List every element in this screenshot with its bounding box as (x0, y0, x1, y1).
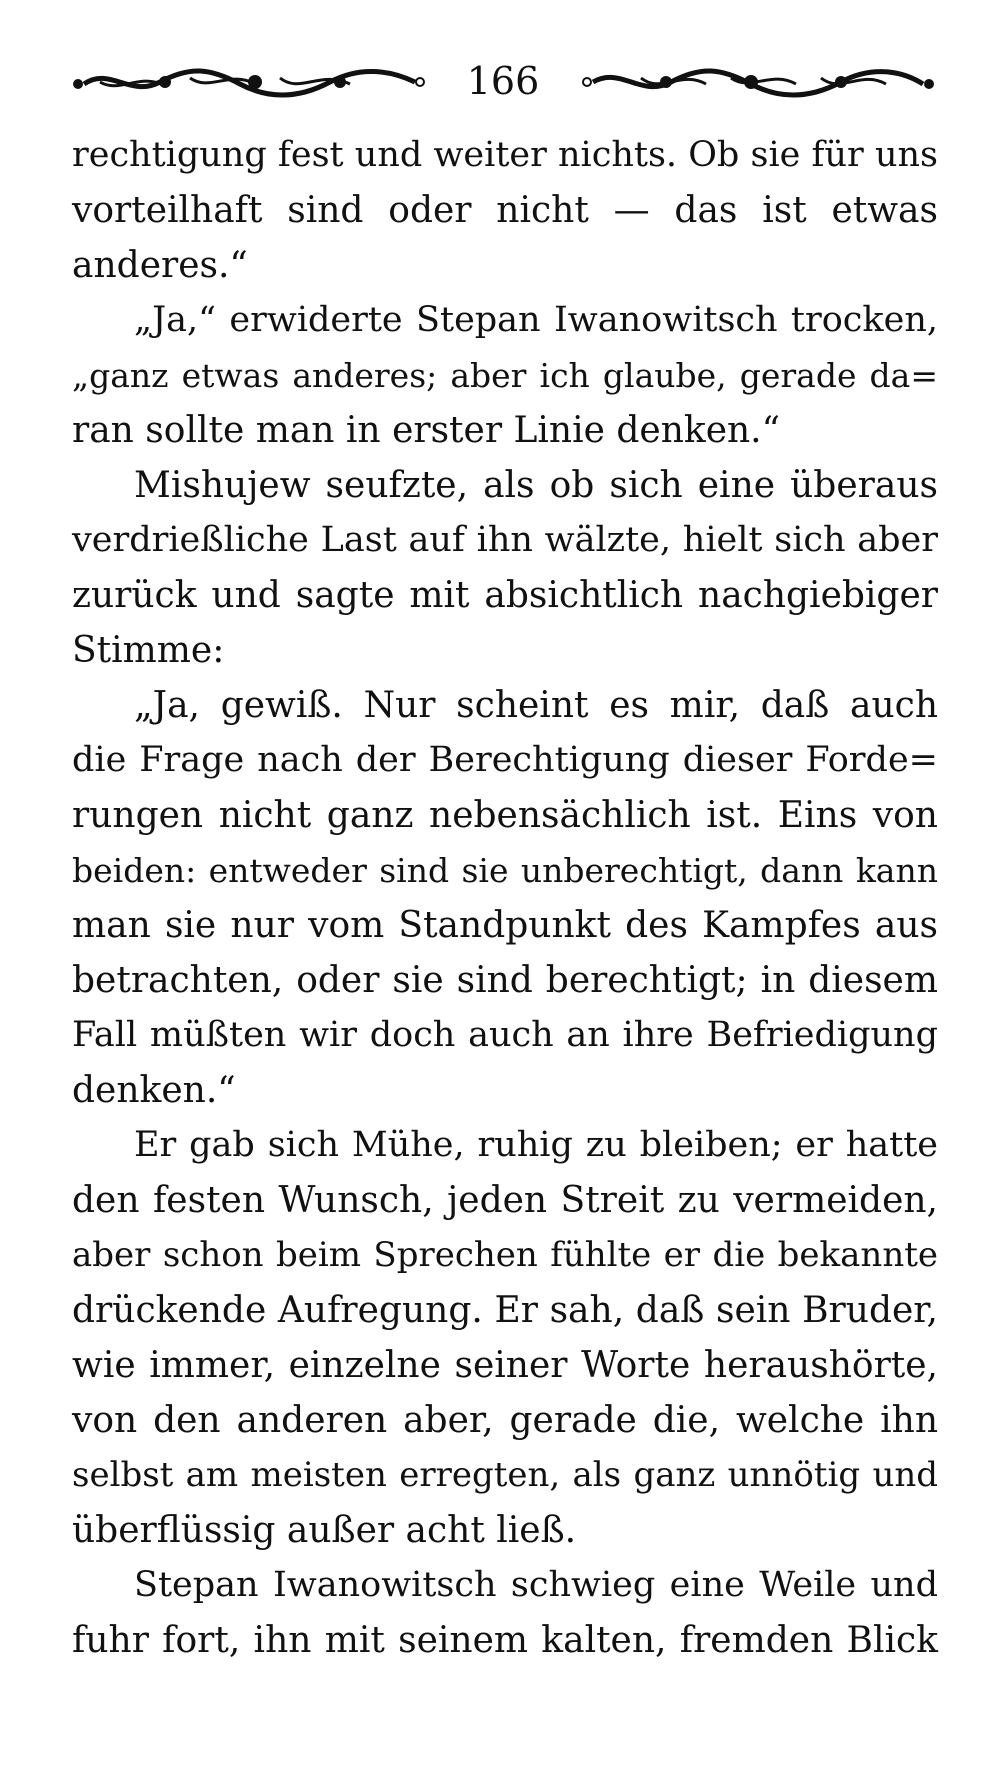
text-line: denken.“ (72, 1070, 236, 1111)
text-line: verdrießliche Last auf ihn wälzte, hielt sich aber (72, 520, 938, 560)
text-line: Stepan Iwanowitsch schwieg eine Weile und (134, 1565, 938, 1605)
text-line: aber schon beim Sprechen fühlte er die bekannte (72, 1235, 938, 1275)
page-number: 166 (466, 59, 540, 103)
text-line: Er gab sich Mühe, ruhig zu bleiben; er hatte (134, 1125, 938, 1165)
text-line: von den anderen aber, gerade die, welche ihn (72, 1400, 938, 1441)
text-line: rechtigung fest und weiter nichts. Ob sie für uns (72, 135, 938, 175)
text-line: betrachten, oder sie sind berechtigt; in diesem (72, 960, 938, 1001)
text-line: fuhr fort, ihn mit seinem kalten, fremden Blick (72, 1620, 938, 1661)
text-line: beiden: entweder sind sie unberechtigt, dann kann (72, 851, 938, 890)
text-line: Fall müßten wir doch auch an ihre Befriedigung (72, 1015, 938, 1055)
text-line: ran sollte man in erster Linie denken.“ (72, 410, 781, 451)
ornament-right-icon (581, 64, 936, 98)
text-line: „Ja,“ erwiderte Stepan Iwanowitsch trocken, (134, 300, 938, 340)
text-line: drückende Aufregung. Er sah, daß sein Bruder, (72, 1290, 938, 1331)
text-line: zurück und sagte mit absichtlich nachgiebiger (72, 575, 938, 616)
text-line: vorteilhaft sind oder nicht — das ist etwas (72, 190, 938, 231)
text-line: Mishujew seufzte, als ob sich eine überaus (134, 465, 938, 506)
text-line: Stimme: (72, 630, 225, 671)
text-line: „Ja, gewiß. Nur scheint es mir, daß auch (134, 685, 938, 726)
text-line: anderes.“ (72, 245, 248, 286)
text-line: man sie nur vom Standpunkt des Kampfes aus (72, 905, 938, 946)
text-line: die Frage nach der Berechtigung dieser Forde= (72, 740, 938, 780)
text-line: den festen Wunsch, jeden Streit zu vermeiden, (72, 1180, 938, 1221)
text-line: „ganz etwas anderes; aber ich glaube, gerade da= (72, 356, 938, 395)
text-line: selbst am meisten erregten, als ganz unnötig und (72, 1455, 938, 1495)
text-line: überflüssig außer acht ließ. (72, 1510, 577, 1551)
page-header (70, 48, 936, 118)
page-body-text (72, 128, 938, 1668)
text-line: rungen nicht ganz nebensächlich ist. Eins von (72, 795, 938, 836)
text-line: wie immer, einzelne seiner Worte heraushörte, (72, 1345, 938, 1386)
